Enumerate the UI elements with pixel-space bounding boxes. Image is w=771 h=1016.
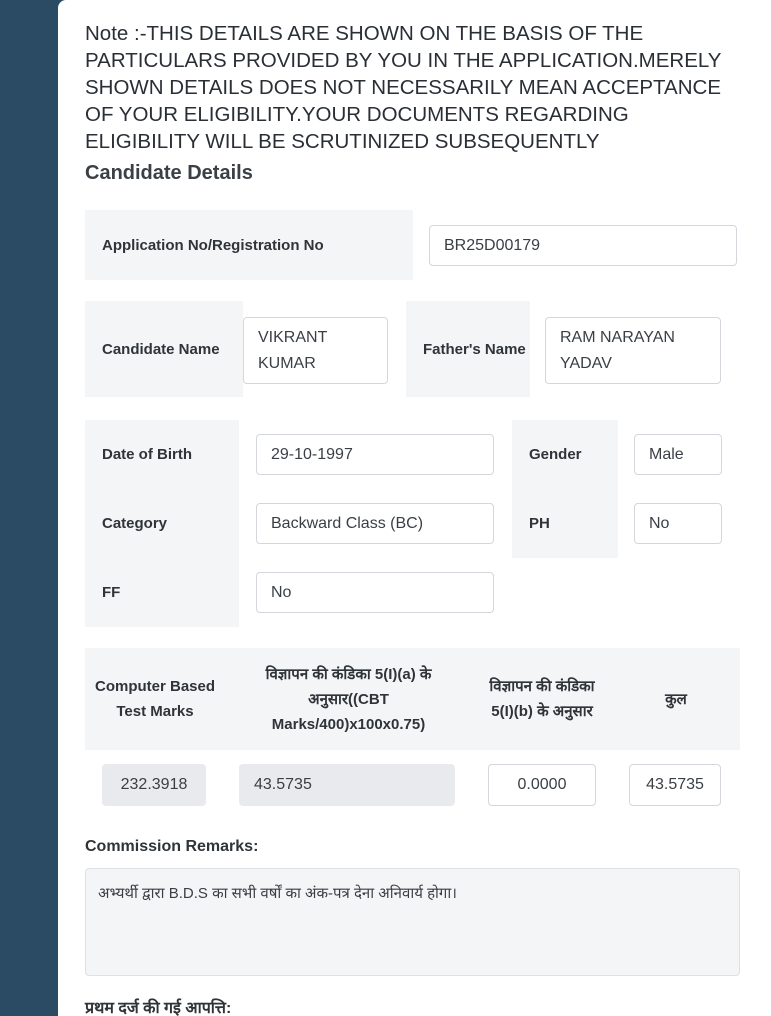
ph-label: PH [512, 489, 618, 558]
marks-header-5a: विज्ञापन की कंडिका 5(I)(a) के अनुसार((CBT Marks/400)x100x0.75) [225, 648, 472, 750]
marks-table [85, 648, 740, 820]
application-no-label: Application No/Registration No [85, 210, 413, 280]
father-name-label: Father's Name [406, 301, 530, 397]
commission-remarks-label: Commission Remarks: [85, 838, 259, 855]
marks-cell-total [612, 750, 740, 820]
clause-5b-marks-field[interactable]: 0.0000 [488, 764, 596, 806]
gender-label: Gender [512, 420, 618, 489]
cbt-marks-field[interactable]: 232.3918 [102, 764, 206, 806]
dob-label: Date of Birth [85, 420, 239, 489]
commission-remarks-textarea[interactable]: अभ्यर्थी द्वारा B.D.S का सभी वर्षों का अंक-पत्र देना अनिवार्य होगा। [85, 868, 740, 976]
section-title: Candidate Details [85, 162, 253, 184]
dob-cell [239, 420, 512, 489]
names-row [85, 301, 740, 397]
personal-details-block [85, 420, 740, 627]
eligibility-note: Note :-THIS DETAILS ARE SHOWN ON THE BASIS OF THE PARTICULARS PROVIDED BY YOU IN THE APPLICATION.MERELY SHOWN DETAILS DOES NOT NECESSARILY MEAN ACCEPTANCE OF YOUR ELIGIBILITY.YOUR DOCUMENTS REGARDING ELIGIBILITY WILL BE SCRUTINIZED SUBSEQUENTLY [85, 22, 722, 153]
ph-field[interactable]: No [634, 503, 722, 544]
marks-cell-5a [225, 750, 472, 820]
candidate-name-field[interactable]: VIKRANT KUMAR [243, 317, 388, 384]
clause-5a-marks-field[interactable]: 43.5735 [239, 764, 455, 806]
category-field[interactable]: Backward Class (BC) [256, 503, 494, 544]
application-no-field[interactable]: BR25D00179 [429, 225, 737, 266]
father-name-cell [530, 301, 740, 397]
first-objection-label: प्रथम दर्ज की गई आपत्ति: [85, 1000, 232, 1016]
left-sidebar-background [0, 0, 58, 1016]
ff-cell [239, 558, 512, 627]
gender-cell [618, 420, 740, 489]
father-name-field[interactable]: RAM NARAYAN YADAV [545, 317, 721, 384]
category-cell [239, 489, 512, 558]
candidate-name-label: Candidate Name [85, 301, 243, 397]
application-no-cell [413, 210, 740, 280]
ff-field[interactable]: No [256, 572, 494, 613]
ph-cell [618, 489, 740, 558]
ff-label: FF [85, 558, 239, 627]
application-row [85, 210, 740, 280]
category-label: Category [85, 489, 239, 558]
candidate-name-cell [243, 301, 406, 397]
marks-header-5b: विज्ञापन की कंडिका 5(I)(b) के अनुसार [472, 648, 612, 750]
marks-header-cbt: Computer Based Test Marks [85, 648, 225, 750]
marks-header-total: कुल [612, 648, 740, 750]
marks-cell-5b [472, 750, 612, 820]
marks-cell-cbt [85, 750, 225, 820]
total-marks-field[interactable]: 43.5735 [629, 764, 721, 806]
candidate-details-card [58, 0, 771, 1016]
gender-field[interactable]: Male [634, 434, 722, 475]
dob-field[interactable]: 29-10-1997 [256, 434, 494, 475]
